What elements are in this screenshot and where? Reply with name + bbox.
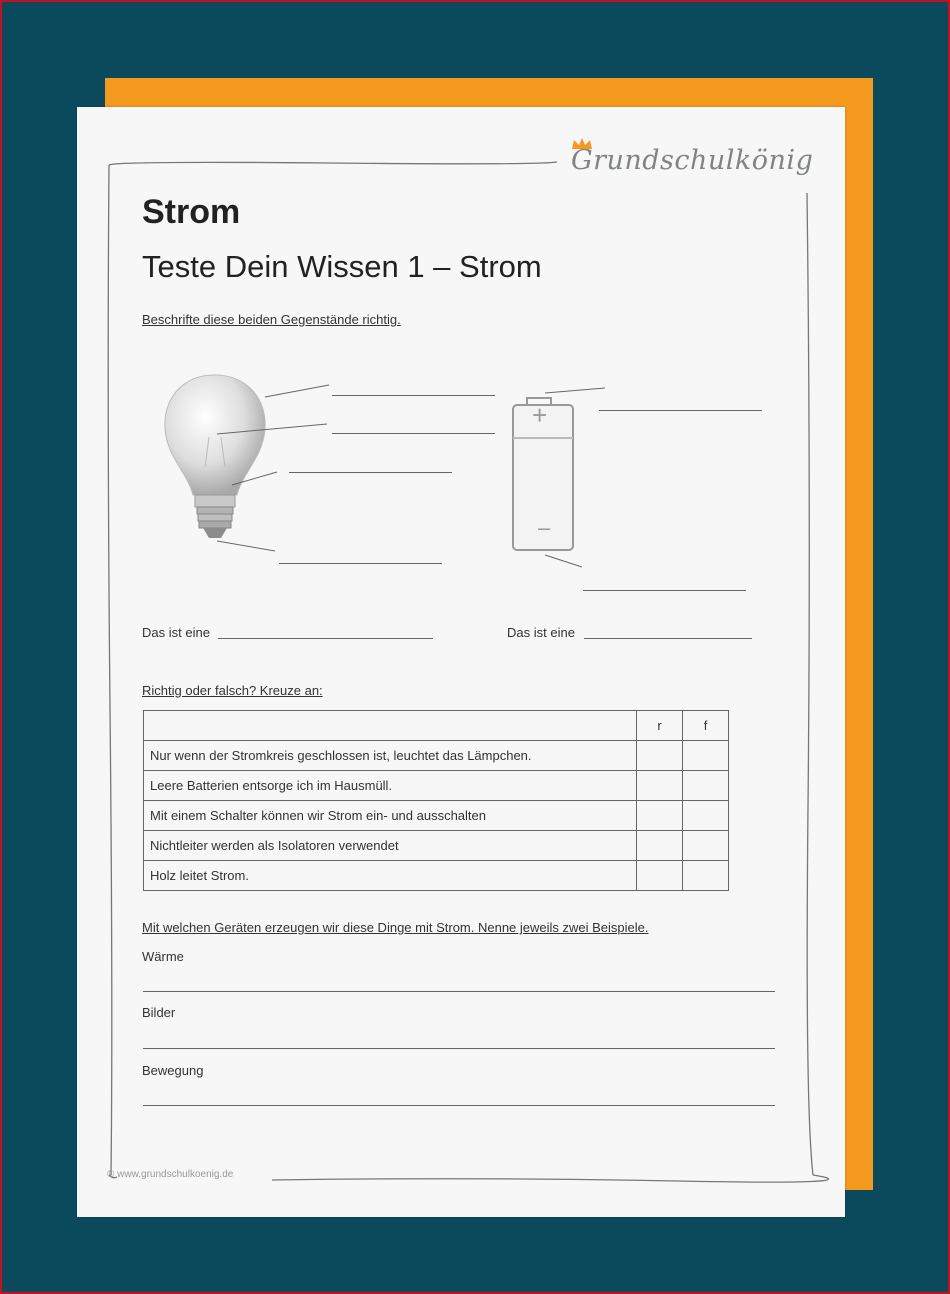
- table-header-blank: [144, 711, 637, 741]
- answer-line-waerme[interactable]: [143, 991, 775, 992]
- label-line-bulb-4[interactable]: [279, 563, 442, 564]
- table-row: [144, 831, 729, 861]
- checkbox-cell-r[interactable]: [637, 801, 683, 831]
- label-line-bulb-2[interactable]: [332, 433, 495, 434]
- worksheet-subtitle: Teste Dein Wissen 1 – Strom: [142, 249, 542, 284]
- task2-instruction: Richtig oder falsch? Kreuze an:: [142, 683, 323, 698]
- checkbox-cell-f[interactable]: [683, 801, 729, 831]
- checkbox-cell-r[interactable]: [637, 771, 683, 801]
- label-line-bulb-3[interactable]: [289, 472, 452, 473]
- worksheet-title: Strom: [142, 193, 241, 231]
- statement-text: Nichtleiter werden als Isolatoren verwendet: [144, 831, 637, 861]
- statement-text: Mit einem Schalter können wir Strom ein- und ausschalten: [144, 801, 637, 831]
- table-header-row: [144, 711, 729, 741]
- checkbox-cell-f[interactable]: [683, 741, 729, 771]
- answer-line-bilder[interactable]: [143, 1048, 775, 1049]
- table-row: [144, 801, 729, 831]
- table-row: [144, 861, 729, 891]
- answer-left-line[interactable]: [218, 638, 433, 639]
- item-label-waerme: Wärme: [142, 949, 184, 964]
- task3-instruction: Mit welchen Geräten erzeugen wir diese Dinge mit Strom. Nenne jeweils zwei Beispiele.: [142, 920, 649, 935]
- footer-copyright: © www.grundschulkoenig.de: [107, 1169, 234, 1180]
- checkbox-cell-f[interactable]: [683, 771, 729, 801]
- column-header-f: f: [683, 711, 729, 741]
- table-row: [144, 771, 729, 801]
- item-label-bilder: Bilder: [142, 1005, 176, 1020]
- item-label-bewegung: Bewegung: [142, 1063, 204, 1078]
- checkbox-cell-r[interactable]: [637, 741, 683, 771]
- checkbox-cell-f[interactable]: [683, 861, 729, 891]
- checkbox-cell-r[interactable]: [637, 861, 683, 891]
- checkbox-cell-r[interactable]: [637, 831, 683, 861]
- brand-logo: Grundschulkönig: [571, 145, 814, 176]
- task1-instruction: Beschrifte diese beiden Gegenstände richtig.: [142, 312, 401, 327]
- answer-line-bewegung[interactable]: [143, 1105, 775, 1106]
- battery-minus-label: –: [538, 515, 551, 540]
- answer-right-line[interactable]: [584, 638, 752, 639]
- label-line-bulb-1[interactable]: [332, 395, 495, 396]
- label-line-battery-1[interactable]: [599, 410, 762, 411]
- label-pointer-lines: [77, 107, 845, 627]
- checkbox-cell-f[interactable]: [683, 831, 729, 861]
- statement-text: Holz leitet Strom.: [144, 861, 637, 891]
- statement-text: Nur wenn der Stromkreis geschlossen ist, leuchtet das Lämpchen.: [144, 741, 637, 771]
- true-false-table: [143, 710, 729, 891]
- table-row: [144, 741, 729, 771]
- statement-text: Leere Batterien entsorge ich im Hausmüll.: [144, 771, 637, 801]
- answer-left-prefix: Das ist eine: [142, 625, 210, 640]
- worksheet-page: [77, 107, 845, 1217]
- column-header-r: r: [637, 711, 683, 741]
- answer-right-prefix: Das ist eine: [507, 625, 575, 640]
- label-line-battery-2[interactable]: [583, 590, 746, 591]
- battery-plus-label: +: [532, 400, 548, 430]
